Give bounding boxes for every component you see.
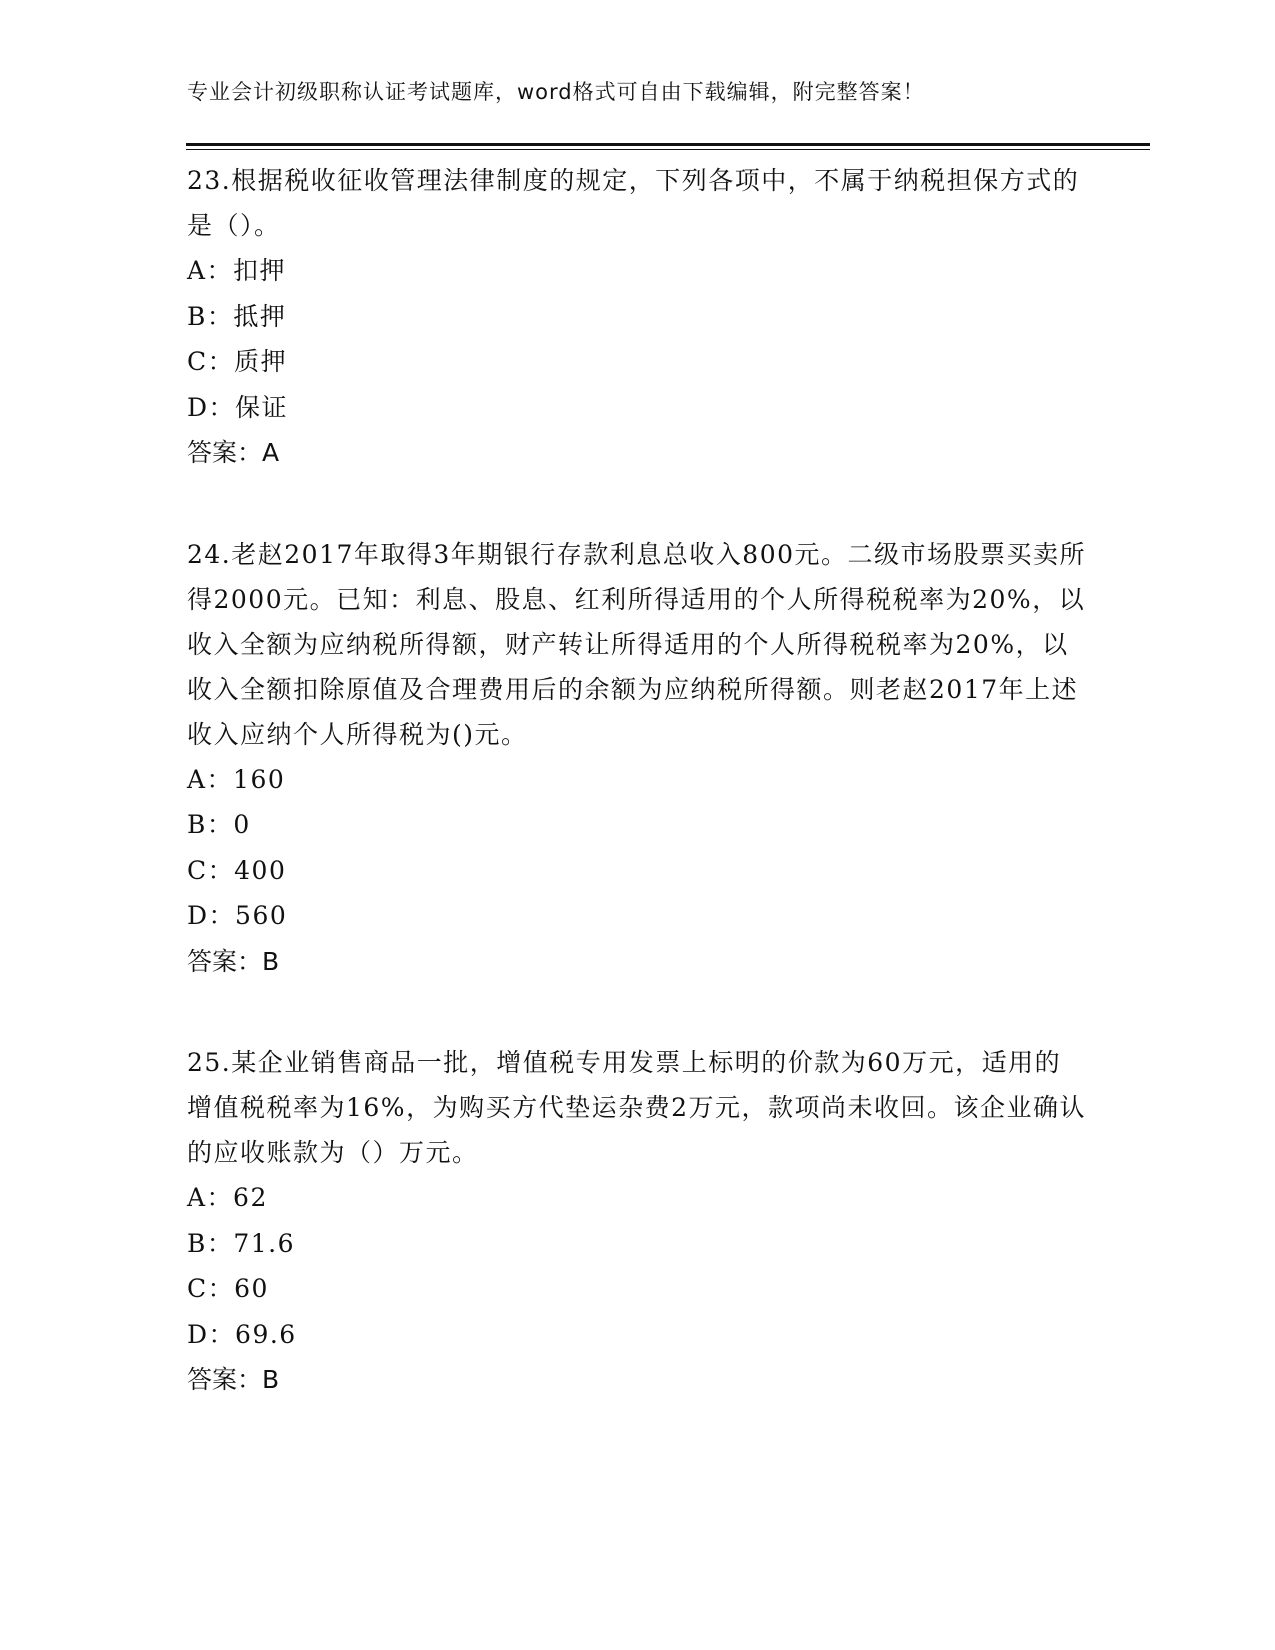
answer: 答案：B: [187, 1365, 280, 1394]
question-25: [187, 1040, 1087, 1403]
option-b: B：71.6: [187, 1228, 296, 1258]
question-list: [187, 158, 1087, 1459]
option-d: D：69.6: [187, 1319, 297, 1349]
option-b: B：抵押: [187, 301, 287, 331]
question-23: [187, 158, 1087, 476]
question-24: [187, 532, 1087, 985]
option-c: C：质押: [187, 347, 288, 376]
question-text: 23.根据税收征收管理法律制度的规定，下列各项中，不属于纳税担保方式的是（）。: [187, 166, 1080, 240]
option-d: D：560: [187, 901, 288, 930]
option-a: A：扣押: [187, 256, 287, 285]
option-c: C：60: [187, 1274, 269, 1303]
option-c: C：400: [187, 855, 287, 885]
option-d: D：保证: [187, 392, 289, 422]
header-rule-thick: [186, 143, 1150, 146]
answer: 答案：A: [187, 438, 280, 467]
option-a: A：62: [187, 1183, 268, 1212]
question-text: 25.某企业销售商品一批，增值税专用发票上标明的价款为60万元，适用的增值税税率为16%，为购买方代垫运杂费2万元，款项尚未收回。该企业确认的应收账款为（）万元。: [187, 1048, 1086, 1167]
header-rule-thin: [186, 149, 1150, 150]
option-a: A：160: [187, 764, 286, 794]
answer: 答案：B: [187, 946, 280, 976]
question-text: 24.老赵2017年取得3年期银行存款利息总收入800元。二级市场股票买卖所得2000元。已知：利息、股息、红利所得适用的个人所得税税率为20%，以收入全额为应纳税所得额，财产转让所得适用的个人所得税税率为20%，以收入全额扣除原值及合理费用后的余额为应纳税所得额。则老赵2017年上述收入应纳个人所得税为()元。: [187, 539, 1087, 749]
option-b: B：0: [187, 810, 251, 839]
page-header: 专业会计初级职称认证考试题库，word格式可自由下载编辑，附完整答案！: [187, 80, 925, 104]
